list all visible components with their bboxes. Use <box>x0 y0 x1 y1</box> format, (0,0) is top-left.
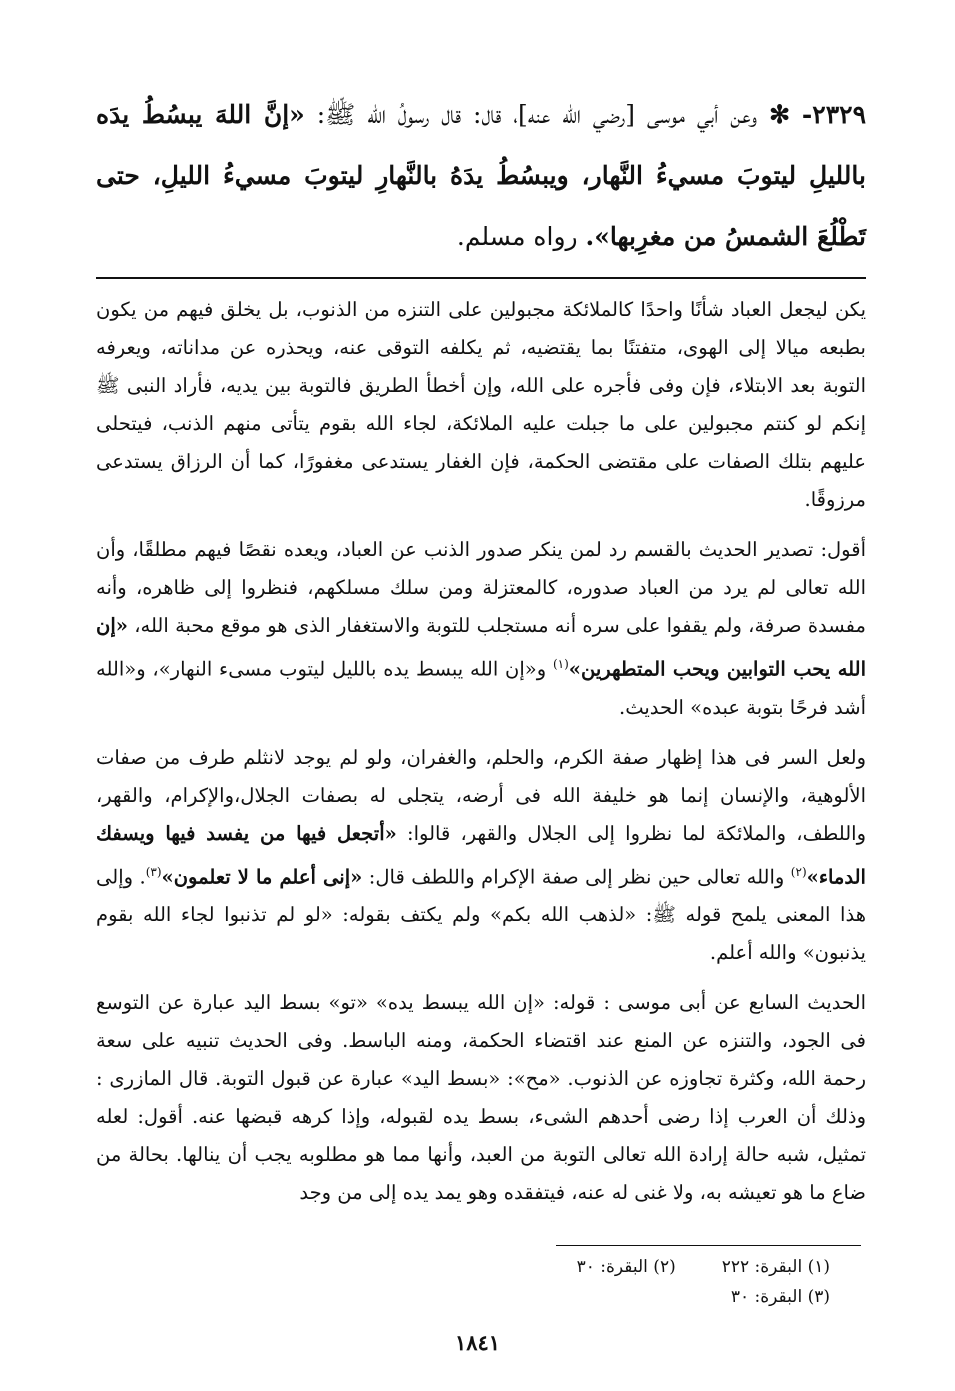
footnote-1: (١) البقرة: ٢٢٢ <box>721 1257 830 1277</box>
commentary-paragraph <box>96 291 866 519</box>
paragraph-text: أقول: تصدير الحديث بالقسم رد لمن ينكر صدور الذنب عن العباد، ويعده نقصًا فيهم مطلقًا، وأن الله تعالى لم يرد من العباد صدوره، كالمعتزلة ومن سلك مسلكهم، فنظروا إلى ظاهره، وأنه مفسدة صرفة، ولم يقفوا على سره أنه مستجلب للتوبة والاستغفار الذى هو موقع محبة الله، <box>96 538 866 637</box>
paragraph-text: . وإلى هذا المعنى يلمح قوله ﷺ: «لذهب الله بكم» ولم يكتف بقوله: «لو لم تذنبوا لجاء الله بقوم يذنبون» والله أعلم. <box>96 865 866 964</box>
hadith-intro: وعن أبي موسى [رضي الله عنه]، قال: قال رسولُ الله ﷺ: <box>304 100 758 129</box>
page-body <box>96 70 866 1224</box>
page-number: ١٨٤١ <box>454 1330 501 1355</box>
star-icon: ✻ <box>769 100 791 129</box>
footnote-3: (٣) البقرة: ٣٠ <box>730 1287 830 1307</box>
commentary-paragraph <box>96 531 866 727</box>
quran-quote: «إنى أعلم ما لا تعلمون» <box>161 865 363 888</box>
footnote-ref: (٢) <box>790 864 807 879</box>
hadith-source: رواه مسلم. <box>456 222 586 251</box>
quran-quote: «إن الله يحب التوابين ويحب المتطهرين» <box>96 614 866 681</box>
paragraph-text: الحديث السابع عن أبى موسى : قوله: «إن الله يبسط يده» «تو» بسط اليد عبارة عن التوسع فى الجود، والتنزه عن المنع عند اقتضاء الحكمة، ومنه الباسط. وفى الحديث تنبيه على سعة رحمة الله، وكثرة تجاوزه عن الذنوب. «مح»: «بسط اليد» عبارة عن قبول التوبة. قال المازرى : وذلك أن العرب إذا رضى أحدهم الشىء، بسط يده لقبوله، وإذا كرهه قبضها عنه. أقول: لعله تمثيل، شبه حالة إرادة الله تعالى التوبة من العبد، وأنها مما هو مطلوبه يجب أن ينالها. بحالة من ضاع ما هو تعيشه به، ولا غنى له عنه، فيتفقده وهو يمد يده إلى من وجد <box>96 991 866 1204</box>
footnote-2: (٢) البقرة: ٣٠ <box>576 1257 676 1277</box>
quran-quote: «أتجعل فيها من يفسد فيها ويسفك الدماء» <box>96 821 866 888</box>
section-divider <box>96 277 866 279</box>
paragraph-text: يكن ليجعل العباد شأنًا واحدًا كالملائكة مجبولين على التنزه من الذنوب، بل يخلق فيهم من يكون بطبعه ميالا إلى الهوى، متفتنًا بما يقتضيه، ثم يكلفه التوقى عنه، ويحذره عن مداناته، ويعرفه التوبة بعد الابتلاء، فإن وفى فأجره على الله، وإن أخطأ الطريق فالتوبة بين يديه، فأراد النبى ﷺ إنكم لو كنتم مجبولين على ما جبلت عليه الملائكة، لجاء الله بقوم يتأتى منهم الذنب، فيتحلى عليهم بتلك الصفات على مقتضى الحكمة، فإن الغفار يستدعى مغفورًا، كما أن الرزاق يستدعى مرزوقًا. <box>96 298 866 511</box>
footnote-ref: (١) <box>552 657 569 671</box>
paragraph-text: والله تعالى حين نظر إلى صفة الإكرام واللطف قال: <box>362 865 791 888</box>
hadith-number: ٢٣٢٩- <box>801 100 867 129</box>
commentary <box>96 291 866 1212</box>
hadith-quote: «إنَّ اللهَ يبسُطُ يدَه بالليلِ ليتوبَ مسيءُ النَّهار، ويبسُطُ يدَهُ بالنَّهارِ ليتوبَ مسيءُ الليلِ، حتى تَطْلُعَ الشمسُ من مغرِبها». <box>96 100 866 251</box>
paragraph-text: و«إن الله يبسط يده بالليل ليتوب مسىء النهار»، و«الله أشد فرحًا بتوبة عبده» الحديث. <box>96 657 866 719</box>
paragraph-text: ولعل السر فى هذا إظهار صفة الكرم، والحلم، والغفران، ولو لم يوجد لانثلم طرف من صفات الألوهية، والإنسان إنما هو خليفة الله فى أرضه، يتجلى له بصفات الجلال،والإكرام، والقهر، واللطف، والملائكة لما نظروا إلى الجلال والقهر، قالوا: <box>96 745 866 845</box>
hadith-text <box>96 84 866 267</box>
commentary-paragraph <box>96 984 866 1212</box>
footnotes <box>577 1252 830 1312</box>
footnote-ref: (٣) <box>145 864 162 879</box>
commentary-paragraph <box>96 739 866 973</box>
